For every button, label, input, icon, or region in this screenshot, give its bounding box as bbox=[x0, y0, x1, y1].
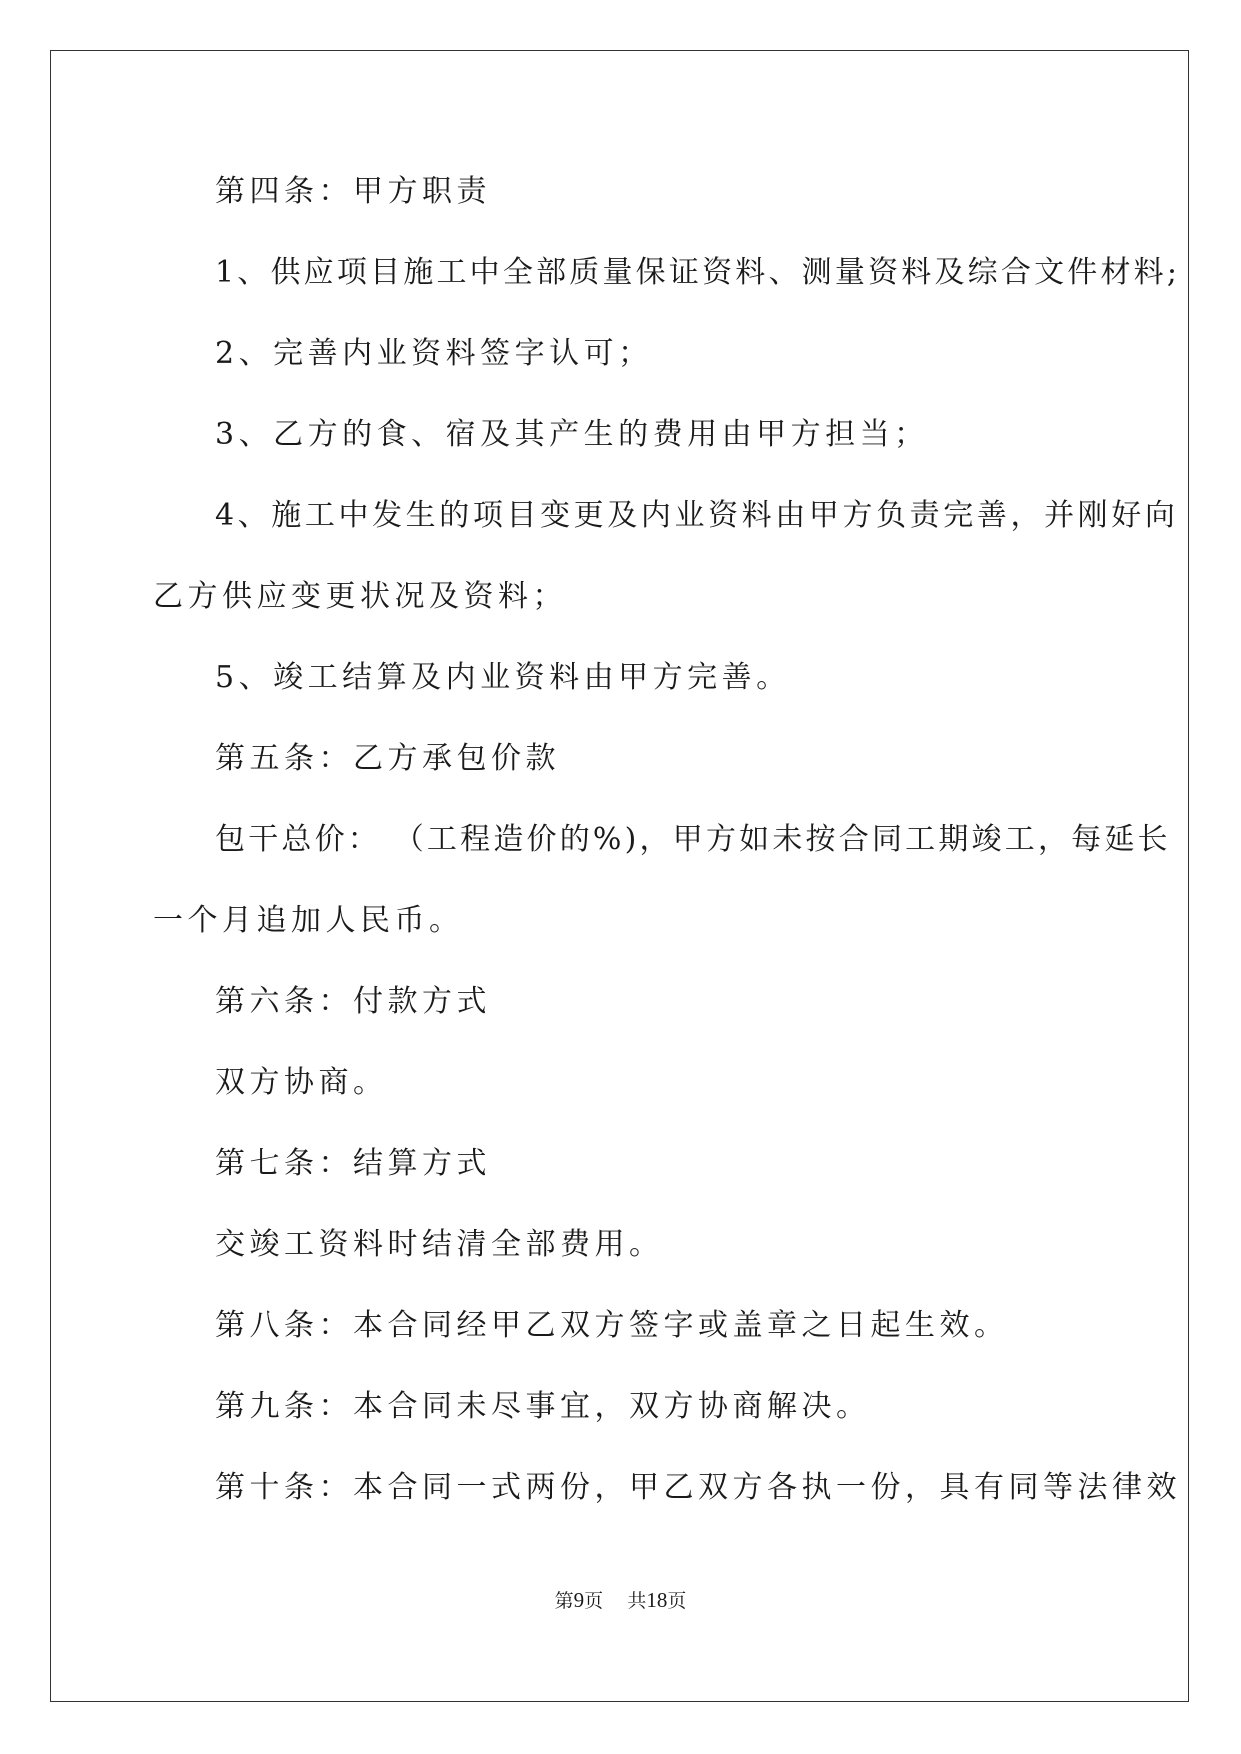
article-5-text-continued: 一个月追加人民币。 bbox=[153, 903, 464, 938]
article-4-item-5: 5、竣工结算及内业资料由甲方完善。 bbox=[215, 660, 791, 695]
page-border bbox=[50, 50, 1189, 1702]
page-footer bbox=[0, 1587, 1241, 1614]
footer-page-suffix: 页 bbox=[584, 1590, 604, 1612]
article-4-item-4: 4、施工中发生的项目变更及内业资料由甲方负责完善，并刚好向 bbox=[215, 498, 1179, 533]
footer-page-number: 9 bbox=[573, 1588, 585, 1612]
article-4-item-2: 2、完善内业资料签字认可； bbox=[215, 336, 653, 371]
article-7-heading: 第七条：结算方式 bbox=[215, 1146, 491, 1181]
footer-total-pages: 18 bbox=[646, 1588, 668, 1612]
article-9-text: 第九条：本合同未尽事宜，双方协商解决。 bbox=[215, 1389, 871, 1424]
article-6-heading: 第六条：付款方式 bbox=[215, 984, 491, 1019]
article-5-heading: 第五条：乙方承包价款 bbox=[215, 741, 560, 776]
article-4-heading: 第四条：甲方职责 bbox=[215, 174, 491, 209]
article-4-item-1: 1、供应项目施工中全部质量保证资料、测量资料及综合文件材料; bbox=[215, 255, 1181, 290]
article-4-item-3: 3、乙方的食、宿及其产生的费用由甲方担当； bbox=[215, 417, 929, 452]
footer-page-prefix: 第 bbox=[554, 1590, 574, 1612]
footer-total-prefix: 共 bbox=[627, 1590, 647, 1612]
article-5-text: 包干总价： （工程造价的%)，甲方如未按合同工期竣工，每延长 bbox=[215, 822, 1171, 857]
footer-total-suffix: 页 bbox=[667, 1590, 687, 1612]
article-8-text: 第八条：本合同经甲乙双方签字或盖章之日起生效。 bbox=[215, 1308, 1009, 1343]
article-10-text: 第十条：本合同一式两份，甲乙双方各执一份，具有同等法律效 bbox=[215, 1470, 1181, 1505]
article-7-text: 交竣工资料时结清全部费用。 bbox=[215, 1227, 664, 1262]
article-6-text: 双方协商。 bbox=[215, 1065, 388, 1100]
article-4-item-4-continued: 乙方供应变更状况及资料； bbox=[153, 579, 567, 614]
